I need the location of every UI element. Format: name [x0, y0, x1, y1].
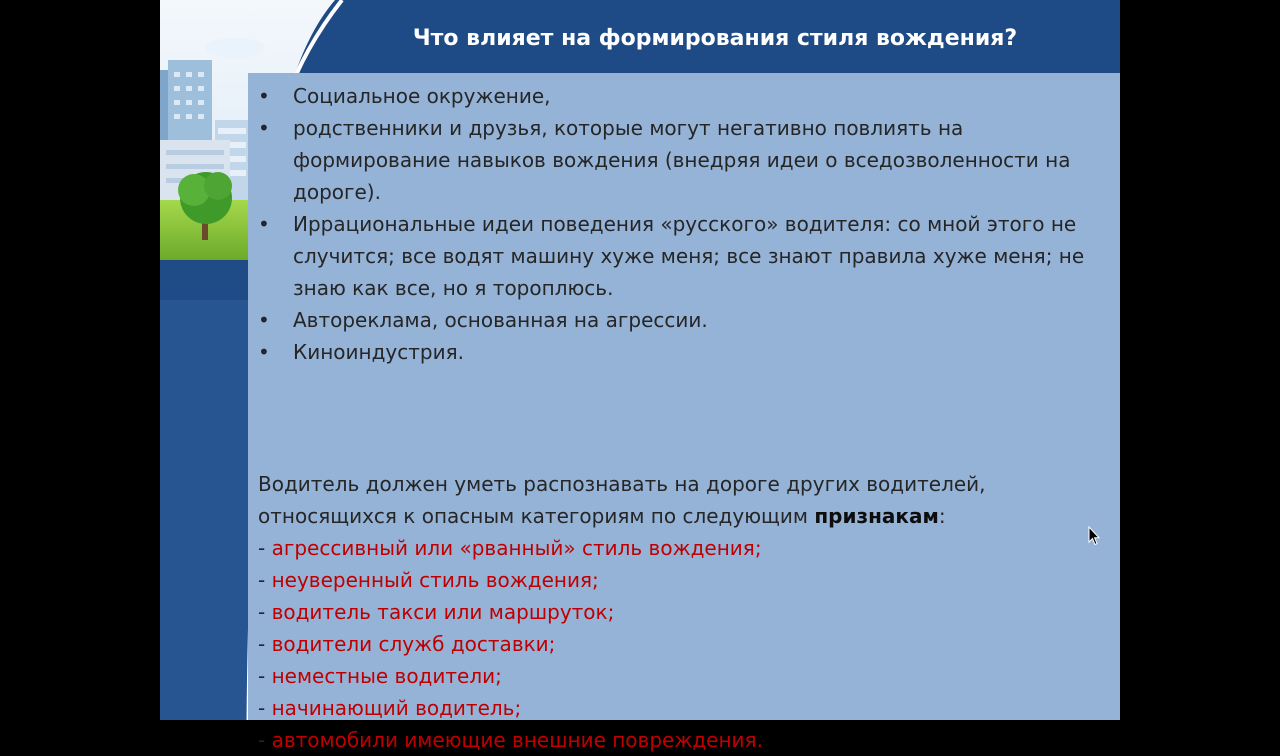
bullet-list — [248, 80, 1120, 368]
dash: - — [258, 728, 272, 752]
sign-item — [258, 564, 1108, 596]
bullet-text: родственники и друзья, которые могут негативно повлиять на формирование навыков вождения (внедряя идеи о вседозволенности на дороге). — [293, 116, 1071, 204]
sign-text: неместные водители; — [271, 664, 502, 688]
sign-item — [258, 628, 1108, 660]
signs-intro-text: Водитель должен уметь распознавать на дороге других водителей, относящихся к опасным категориям по следующим — [258, 472, 986, 528]
sign-item — [258, 596, 1108, 628]
bullet-text: Автореклама, основанная на агрессии. — [293, 308, 708, 332]
signs-block — [258, 468, 1108, 756]
presentation-slide — [160, 0, 1120, 752]
sign-item — [258, 660, 1108, 692]
dash: - — [258, 568, 272, 592]
bullet-symbol: • — [258, 84, 270, 108]
mouse-cursor-icon — [1088, 526, 1100, 546]
sign-text: начинающий водитель; — [271, 696, 522, 720]
content-panel — [248, 73, 1120, 752]
cloud — [205, 38, 265, 58]
bullet-item — [248, 336, 1120, 368]
sign-item — [258, 532, 1108, 564]
bullet-symbol: • — [258, 116, 270, 140]
sign-text: неуверенный стиль вождения; — [271, 568, 599, 592]
dash: - — [258, 632, 272, 656]
sign-text: агрессивный или «рванный» стиль вождения; — [271, 536, 762, 560]
dash: - — [258, 664, 272, 688]
bullet-text: Киноиндустрия. — [293, 340, 464, 364]
bullet-item — [248, 112, 1120, 208]
bullet-symbol: • — [258, 212, 270, 236]
sign-item — [258, 692, 1108, 724]
sign-text: водители служб доставки; — [271, 632, 556, 656]
bullet-item — [248, 304, 1120, 336]
slide-title: Что влияет на формирования стиля вождения? — [412, 25, 1018, 51]
bullet-text: Иррациональные идеи поведения «русского» водителя: со мной этого не случится; все водят машину хуже меня; все знают правила хуже меня; не знаю как все, но я тороплюсь. — [293, 212, 1085, 300]
dash: - — [258, 536, 272, 560]
signs-intro — [258, 468, 1108, 532]
bullet-text: Социальное окружение, — [293, 84, 551, 108]
signs-intro-bold: признакам — [814, 504, 939, 528]
bullet-item — [248, 80, 1120, 112]
sign-text: водитель такси или маршруток; — [271, 600, 615, 624]
bullet-symbol: • — [258, 340, 270, 364]
dash: - — [258, 696, 272, 720]
bullet-symbol: • — [258, 308, 270, 332]
signs-intro-end: : — [938, 504, 946, 528]
bullet-item — [248, 208, 1120, 304]
dash: - — [258, 600, 272, 624]
sign-item — [258, 724, 1108, 756]
sign-text: автомобили имеющие внешние повреждения. — [271, 728, 763, 752]
